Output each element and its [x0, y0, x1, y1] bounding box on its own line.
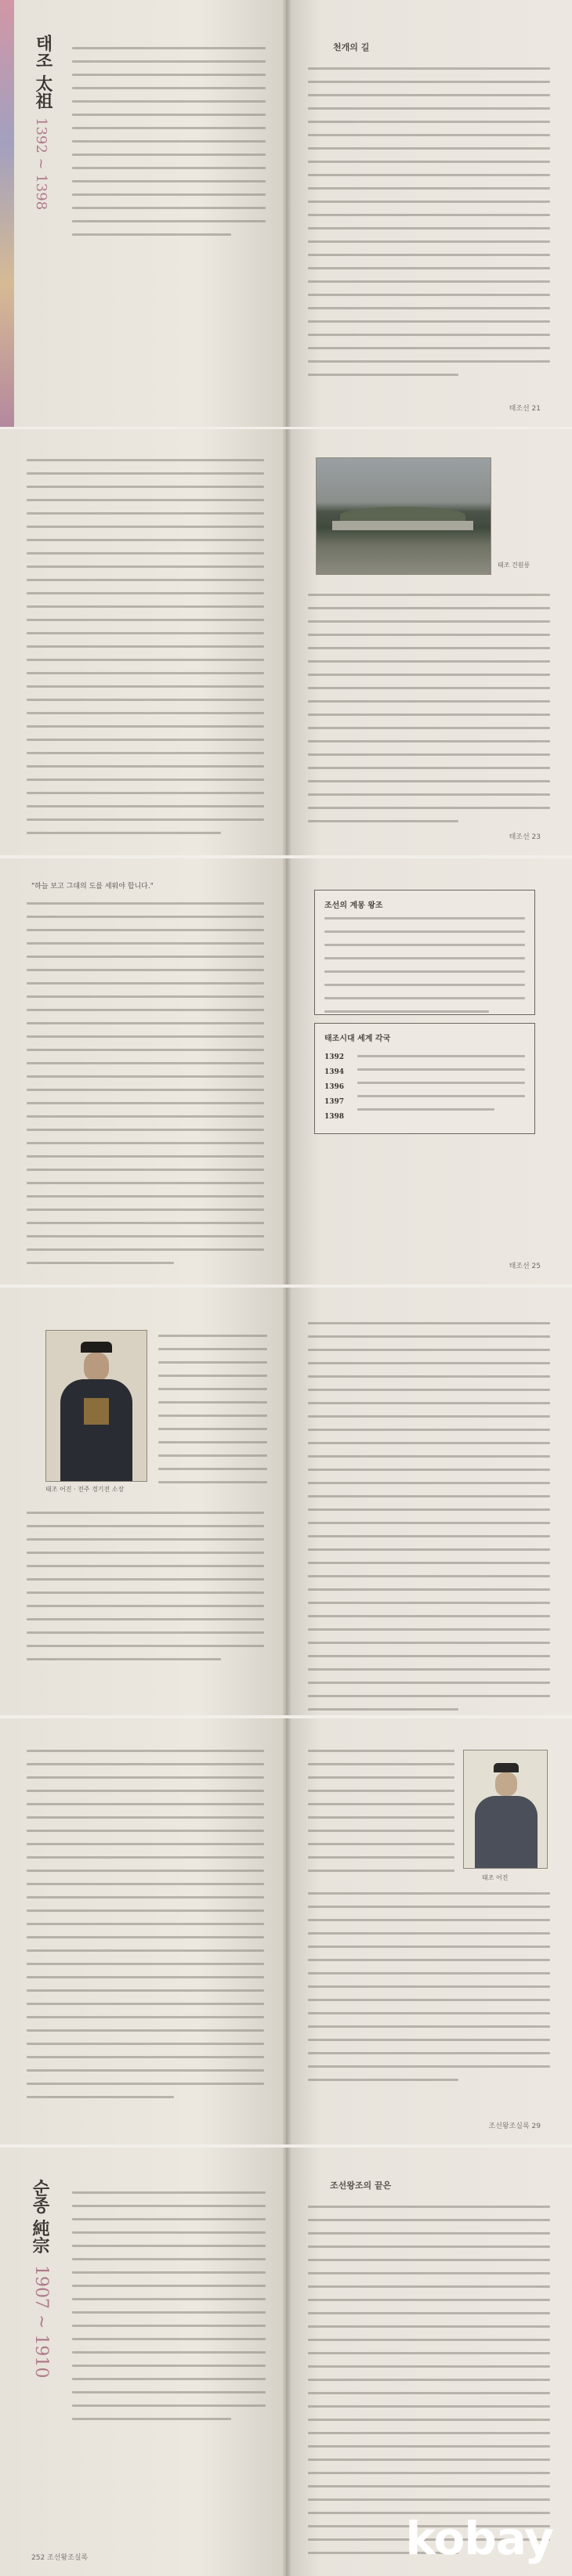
book-spread-3 [0, 858, 572, 1284]
sidebar-box-dynasty [314, 890, 535, 1015]
page-number: 태조선 21 [509, 405, 541, 413]
book-spine-edge [0, 0, 14, 427]
left-page [0, 1288, 286, 1715]
kobay-watermark-logo: kobay [405, 2512, 553, 2565]
portrait-photo [463, 1750, 548, 1869]
photo-caption: 태조 어진 · 전주 경기전 소장 [45, 1486, 125, 1493]
chapter-heading: 순종 純宗 [30, 2179, 50, 2254]
page-number: 조선왕조실록 29 [488, 2123, 541, 2130]
left-page [0, 2148, 286, 2576]
right-page [286, 0, 572, 427]
body-text [308, 594, 550, 833]
left-page [0, 429, 286, 855]
photo-caption: 태조 건원릉 [498, 562, 530, 569]
body-text [308, 67, 550, 387]
body-text [308, 1322, 550, 1715]
box-title: 조선의 계몽 왕조 [324, 901, 383, 910]
book-spread-6 [0, 2148, 572, 2576]
timeline-year: 1396 [324, 1083, 345, 1091]
page-number: 태조선 23 [509, 833, 541, 841]
body-text [27, 1750, 264, 2109]
right-page [286, 858, 572, 1284]
book-spread-4 [0, 1288, 572, 1715]
portrait-photo [45, 1330, 147, 1482]
left-page [0, 0, 286, 427]
left-page [0, 858, 286, 1284]
body-text [27, 902, 264, 1275]
page-number: 태조선 25 [509, 1263, 541, 1270]
right-page [286, 1288, 572, 1715]
body-text [27, 1512, 264, 1671]
timeline-year: 1392 [324, 1053, 345, 1061]
section-title: 천개의 길 [333, 42, 370, 52]
body-text [308, 1892, 550, 2092]
left-page [0, 1718, 286, 2144]
chapter-heading: 태조 太祖 [33, 34, 53, 110]
section-title: 조선왕조의 끝은 [330, 2180, 392, 2191]
reign-years: 1907 ~ 1910 [31, 2265, 51, 2379]
timeline-years [324, 1050, 356, 1125]
box-title: 태조시대 세계 각국 [324, 1035, 391, 1043]
timeline-year: 1394 [324, 1068, 345, 1076]
body-text [72, 47, 266, 247]
book-spread-5 [0, 1718, 572, 2144]
book-spread-1 [0, 0, 572, 427]
body-text [27, 459, 264, 845]
photo-caption: 태조 어진 [482, 1874, 509, 1881]
book-spread-2 [0, 429, 572, 855]
reign-years: 1392 ~ 1398 [33, 117, 49, 211]
tomb-photo [316, 457, 491, 575]
timeline-year: 1397 [324, 1098, 345, 1106]
body-text [158, 1335, 267, 1494]
right-page [286, 429, 572, 855]
sidebar-box-timeline [314, 1023, 535, 1134]
timeline-year: 1398 [324, 1113, 345, 1121]
body-text [72, 2191, 266, 2431]
body-text [308, 1750, 454, 1883]
page-number: 252 조선왕조실록 [31, 2554, 89, 2562]
right-page [286, 1718, 572, 2144]
opening-quote: "하늘 보고 그대의 도를 세워야 합니다." [31, 883, 154, 891]
